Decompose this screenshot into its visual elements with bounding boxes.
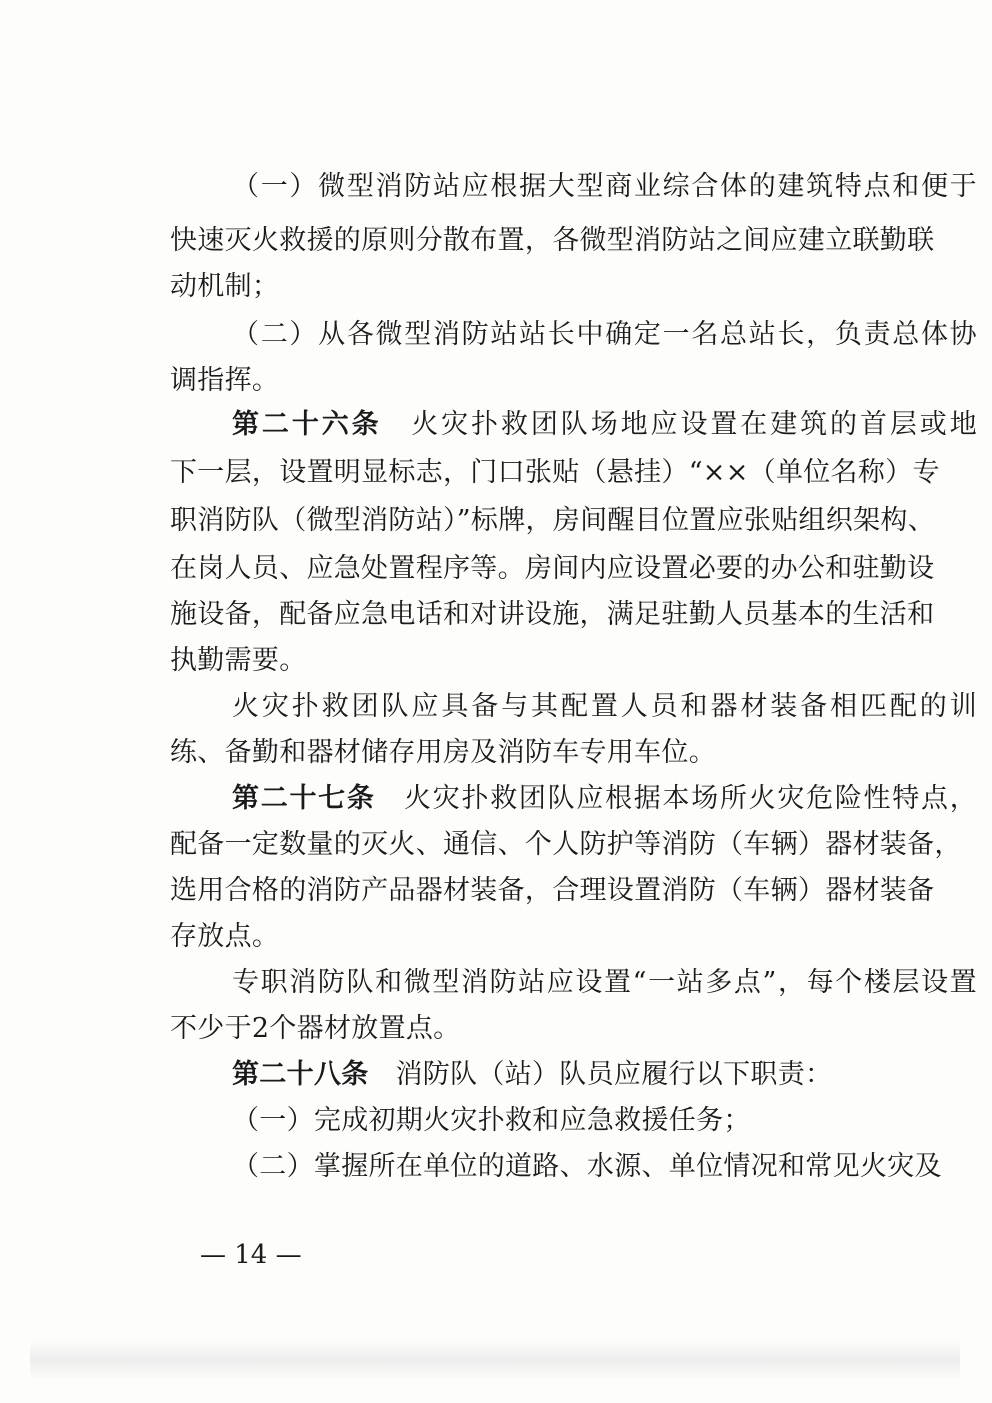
article-26-line-3: 职消防队（微型消防站）”标牌，房间醒目位置应张贴组织架构、 [170,505,936,536]
paragraph-1-line-2: 快速灭火救援的原则分散布置，各微型消防站之间应建立联勤联 [170,225,935,256]
scan-artifact [30,1340,960,1380]
paragraph-4-line-1: 专职消防队和微型消防站应设置“一站多点”，每个楼层设置 [232,967,977,998]
paragraph-1-line-3: 动机制； [170,271,280,302]
article-27-line-1 [232,782,977,816]
article-28-heading: 第二十八条 [232,1059,369,1090]
article-27-line-4: 存放点。 [170,921,280,952]
article-26-line-2: 下一层，设置明显标志，门口张贴（悬挂）“××（单位名称）专 [170,457,940,488]
page-number: — 14 — [200,1240,302,1270]
paragraph-2-line-2: 调指挥。 [170,365,280,396]
paragraph-1-line-1: （一）微型消防站应根据大型商业综合体的建筑特点和便于 [232,171,977,202]
article-26-line-4: 在岗人员、应急处置程序等。房间内应设置必要的办公和驻勤设 [170,553,935,584]
article-28-line-2: （一）完成初期火灾扑救和应急救援任务； [232,1105,751,1136]
paragraph-3-line-2: 练、备勤和器材储存用房及消防车专用车位。 [170,737,716,768]
article-26-line-1 [232,408,977,442]
paragraph-2-line-1: （二）从各微型消防站站长中确定一名总站长，负责总体协 [232,319,977,350]
article-26-line-6: 执勤需要。 [170,645,307,676]
article-27-line-2: 配备一定数量的灭火、通信、个人防护等消防（车辆）器材装备， [170,829,962,860]
article-26-line-5: 施设备，配备应急电话和对讲设施，满足驻勤人员基本的生活和 [170,599,935,630]
article-28-line-1 [232,1058,977,1092]
article-27-text: 火灾扑救团队应根据本场所火灾危险性特点， [402,783,978,814]
article-26-heading: 第二十六条 [232,409,382,440]
article-27-heading: 第二十七条 [232,783,376,814]
article-26-text: 火灾扑救团队场地应设置在建筑的首层或地 [408,409,978,440]
article-28-line-3: （二）掌握所在单位的道路、水源、单位情况和常见火灾及 [232,1151,942,1182]
paragraph-4-line-2: 不少于2个器材放置点。 [170,1013,461,1044]
article-28-text: 消防队（站）队员应履行以下职责： [395,1059,833,1090]
paragraph-3-line-1: 火灾扑救团队应具备与其配置人员和器材装备相匹配的训 [232,691,977,722]
article-27-line-3: 选用合格的消防产品器材装备，合理设置消防（车辆）器材装备 [170,875,935,906]
